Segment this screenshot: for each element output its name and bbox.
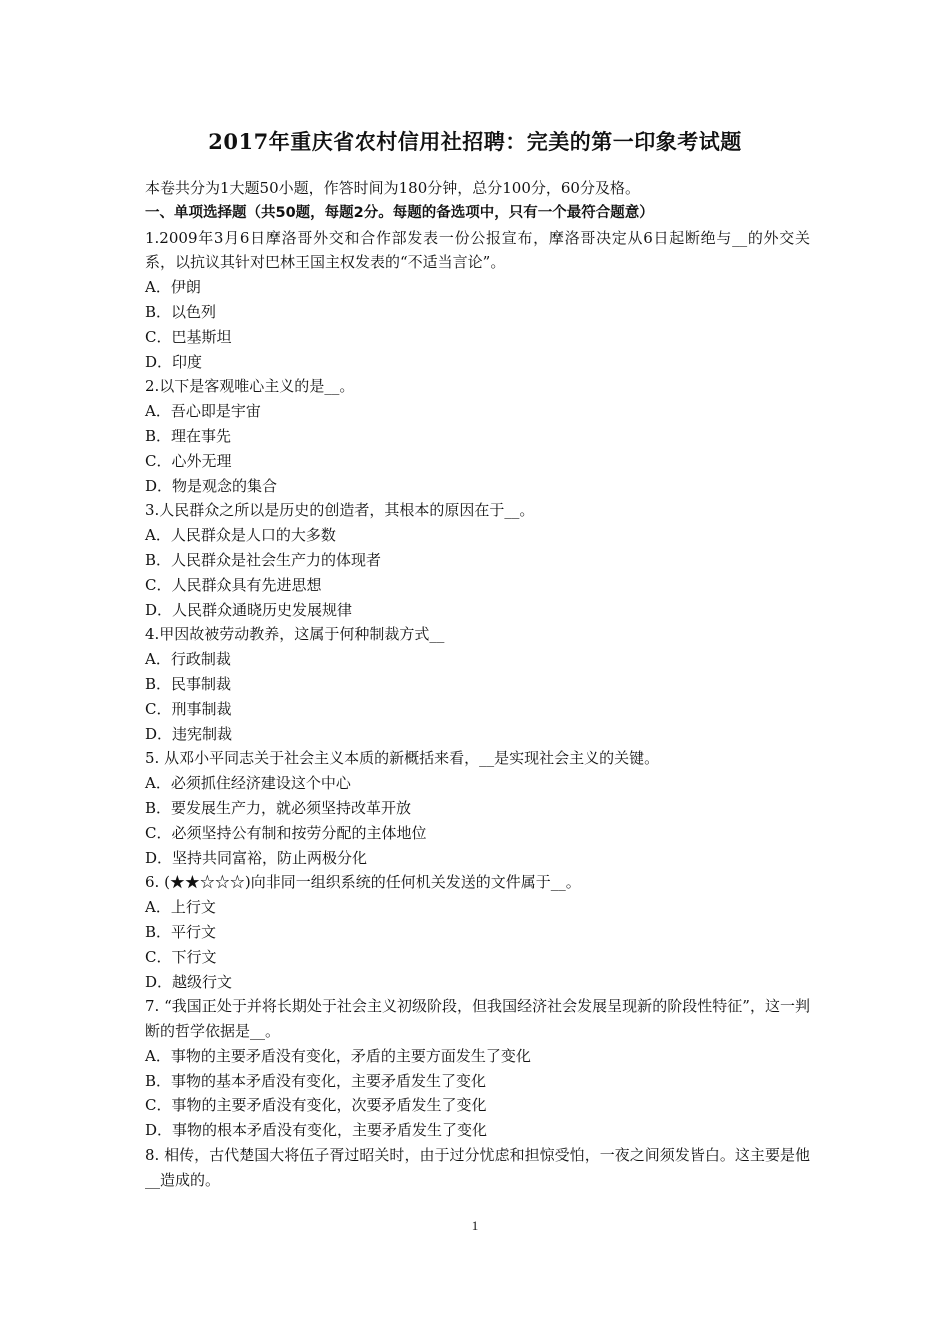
answer-option: C．下行文	[145, 947, 217, 966]
answer-option: C．心外无理	[145, 451, 232, 470]
answer-option: C．人民群众具有先进思想	[145, 575, 322, 594]
answer-option: C．巴基斯坦	[145, 327, 232, 346]
intro-text: 本卷共分为1大题50小题，作答时间为180分钟，总分100分，60分及格。	[145, 179, 640, 197]
question-stem: 6. (★★☆☆☆)向非同一组织系统的任何机关发送的文件属于__。	[145, 873, 581, 892]
answer-option: B．人民群众是社会生产力的体现者	[145, 550, 382, 569]
answer-option: D．人民群众通晓历史发展规律	[145, 600, 353, 619]
answer-option: D．坚持共同富裕，防止两极分化	[145, 848, 368, 867]
answer-option: A．人民群众是人口的大多数	[145, 526, 336, 545]
document-body	[145, 176, 810, 1193]
question-item	[145, 374, 810, 498]
answer-option: A．上行文	[145, 898, 216, 917]
answer-option: B．要发展生产力，就必须坚持改革开放	[145, 798, 412, 817]
answer-option: D．物是观念的集合	[145, 476, 278, 495]
answer-option: C．事物的主要矛盾没有变化，次要矛盾发生了变化	[145, 1096, 487, 1115]
answer-option: A．吾心即是宇宙	[145, 402, 261, 421]
question-item	[145, 226, 810, 375]
answer-option: A．必须抓住经济建设这个中心	[145, 774, 351, 793]
answer-option: B．理在事先	[145, 426, 232, 445]
answer-option: A．伊朗	[145, 278, 201, 297]
question-stem: 5. 从邓小平同志关于社会主义本质的新概括来看，__是实现社会主义的关键。	[145, 749, 660, 768]
question-item	[145, 1143, 810, 1193]
question-stem: 7. “我国正处于并将长期处于社会主义初级阶段，但我国经济社会发展呈现新的阶段性特征”，这一判断的哲学依据是__。	[145, 997, 810, 1041]
question-item	[145, 622, 810, 746]
answer-option: A．行政制裁	[145, 650, 231, 669]
question-stem: 1.2009年3月6日摩洛哥外交和合作部发表一份公报宣布，摩洛哥决定从6日起断绝与__的外交关系，以抗议其针对巴林王国主权发表的“不适当言论”。	[145, 228, 810, 272]
question-stem: 4.甲因故被劳动教养，这属于何种制裁方式__	[145, 625, 445, 644]
answer-option: A．事物的主要矛盾没有变化，矛盾的主要方面发生了变化	[145, 1046, 531, 1065]
document-title: 2017年重庆省农村信用社招聘：完美的第一印象考试题	[208, 129, 742, 154]
answer-option: C．必须坚持公有制和按劳分配的主体地位	[145, 823, 427, 842]
answer-option: B．以色列	[145, 302, 217, 321]
answer-option: D．事物的根本矛盾没有变化，主要矛盾发生了变化	[145, 1121, 488, 1140]
question-stem: 3.人民群众之所以是历史的创造者，其根本的原因在于__。	[145, 501, 535, 520]
answer-option: C．刑事制裁	[145, 699, 232, 718]
answer-option: D．印度	[145, 352, 203, 371]
question-item	[145, 870, 810, 994]
answer-option: D．违宪制裁	[145, 724, 233, 743]
page-number: 1	[471, 1218, 479, 1233]
question-stem: 2.以下是客观唯心主义的是__。	[145, 377, 355, 396]
question-stem: 8. 相传，古代楚国大将伍子胥过昭关时，由于过分忧虑和担惊受怕，一夜之间须发皆白。这主要是他__造成的。	[145, 1146, 810, 1189]
answer-option: D．越级行文	[145, 972, 233, 991]
question-item	[145, 746, 810, 870]
question-list	[145, 226, 810, 1193]
question-item	[145, 498, 810, 622]
answer-option: B．平行文	[145, 922, 217, 941]
answer-option: B．事物的基本矛盾没有变化，主要矛盾发生了变化	[145, 1071, 487, 1090]
answer-option: B．民事制裁	[145, 674, 232, 693]
section-heading: 一、单项选择题（共50题，每题2分。每题的备选项中，只有一个最符合题意）	[145, 204, 654, 221]
question-item	[145, 994, 810, 1143]
